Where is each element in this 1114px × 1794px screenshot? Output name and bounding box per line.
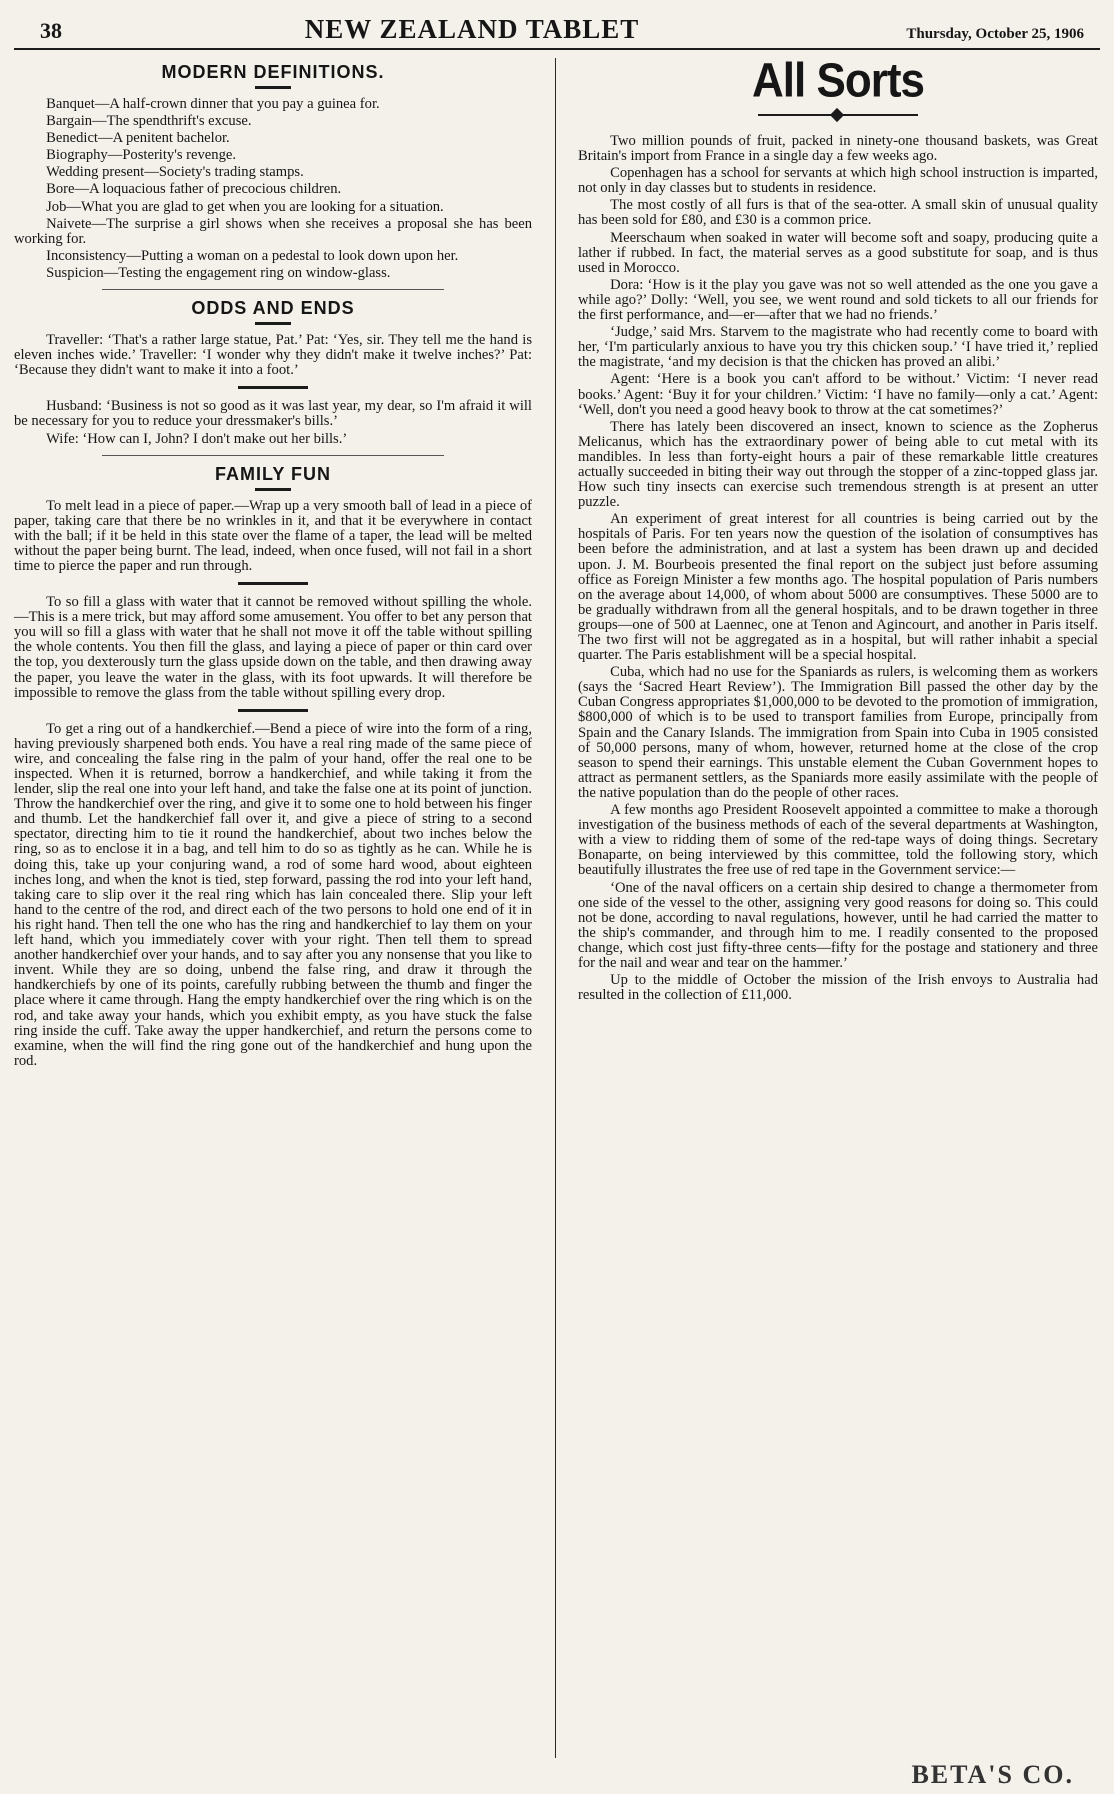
page-number: 38: [40, 18, 62, 43]
section-separator: [102, 289, 444, 290]
heading-dash: [255, 322, 291, 325]
all-sorts-paragraph: There has lately been discovered an insect, known to science as the Zopherus Melicanus, which has the extraordinary power of being able to cut metal with its mandibles. In less than forty-eight hours a pair of these remarkable little creatures actually succeeded in biting their way out through the stopper of a zinc-topped glass jar. How such tiny insects can exercise such tremendous strength is at present an utter puzzle.: [578, 418, 1098, 511]
ornament-rule: [758, 110, 918, 120]
right-column: [578, 53, 1098, 1005]
all-sorts-heading: All Sorts: [752, 53, 924, 108]
definition-item: Biography—Posterity's revenge.: [46, 147, 236, 164]
all-sorts-paragraph: Cuba, which had no use for the Spaniards as rulers, is welcoming them as workers (says the ‘Sacred Heart Review’). The Immigration Bill passed the other day by the Cuban Congress appropriates $1,000,000 to be devoted to the promotion of immigration, $800,000 of which is to be used to transport families from Europe, principally from Spain and the Canary Islands. The immigration from Spain into Cuba in 1905 consisted of 50,000 persons, many of whom, however, returned home at the close of the crop season to spend their earnings. This unstable element the Cuban Government hopes to attract as permanent settlers, as the Spaniards more easily assimilate with the people of the native population than do the people of other races.: [578, 664, 1098, 801]
all-sorts-paragraph: Two million pounds of fruit, packed in ninety-one thousand baskets, was Great Britain's import from France in a single day a few weeks ago.: [578, 133, 1098, 165]
heading-dash: [255, 488, 291, 491]
definitions-list: [14, 97, 532, 281]
definition-item: Naivete—The surprise a girl shows when she receives a proposal she has been working for.: [14, 215, 532, 247]
all-sorts-paragraph: The most costly of all furs is that of the sea-otter. A small skin of unusual quality has been sold for £80, and £30 is a common price.: [578, 197, 1098, 229]
all-sorts-paragraph: An experiment of great interest for all countries is being carried out by the hospitals of Paris. For ten years now the question of the isolation of consumptives has been before the administration, and at last a system has been drawn up and decided upon. J. M. Bourbeois presented the final report on the subject just before assuming office as Foreign Minister a few months ago. The hospital population of Paris numbers on the average about 14,000, of whom about 5000 are consumptives. These 5000 are to be gradually withdrawn from all the general hospitals, and to be drawn together in three groups—one of 500 at Laennec, one at Tenon and Agincourt, and another in Paris itself. The two first will not be aggregated as in a hospital, but will rather inhabit a special quarter. The Paris establishment will be a special hospital.: [578, 511, 1098, 664]
odds-paragraph: Husband: ‘Business is not so good as it was last year, my dear, so I'm afraid it will be necessary for you to reduce your dressmaker's bills.’: [14, 398, 532, 430]
definition-item: Inconsistency—Putting a woman on a pedestal to look down upon her.: [46, 247, 459, 264]
definition-item: Benedict—A penitent bachelor.: [46, 130, 230, 147]
all-sorts-paragraph: Dora: ‘How is it the play you gave was not so well attended as the one you gave a while ago?’ Dolly: ‘Well, you see, we went round and sold tickets to all our friends for the first performance, and—er—after that we had no friends.’: [578, 276, 1098, 324]
heading-dash: [255, 86, 291, 89]
paragraph-rule: [238, 386, 308, 389]
all-sorts-paragraph: Meerschaum when soaked in water will become soft and soapy, producing quite a lather if rubbed. In fact, the material serves as a good substitute for soap, and is thus used in Morocco.: [578, 229, 1098, 276]
definition-item: Suspicion—Testing the engagement ring on window-glass.: [46, 264, 391, 281]
family-fun-paragraph: To get a ring out of a handkerchief.—Bend a piece of wire into the form of a ring, having previously sharpened both ends. You have a real ring made of the same piece of wire, and concealing the false ring in the palm of your hand, offer the real one to be inspected. When it is returned, borrow a handkerchief, and while taking it from the lender, slip the real one into your left hand, and take the false one at its point of junction. Throw the handkerchief over the ring, and give it to some one to hold between his finger and thumb. Let the handkerchief fall over it, and give a piece of string to a second spectator, directing him to tie it round the handkerchief, about two inches below the ring, so as to enclose it in a bag, and tell him to do so as tightly as he can. While he is doing this, take up your conjuring wand, a rod of some hard wood, about eighteen inches long, and when the knot is tied, step forward, passing the rod into your left hand, taking care to slip over it the real ring which has lain concealed there. Slip your left hand to the centre of the rod, and direct each of the two persons to hold one end of it in his right hand. Then tell the one who has the ring and handkerchief to lay them on your left hand, which you immediately cover with your right. Then tell them to spread another handkerchief over your hands, and to say after you any nonsense that you like to invent. While they are so doing, unbend the false ring, and draw it through the handkerchiefs by one of its points, carefully rubbing between the thumb and finger the place where it came through. Hang the empty handkerchief over the ring which is on the rod, and take away your hands, which you exhibit empty, as you have stuck the false ring inside the cuff. Take away the upper handkerchief, and return the persons come to examine, when the will find the ring gone out of the handkerchief and hung upon the rod.: [14, 720, 532, 1069]
definition-item: Job—What you are glad to get when you are looking for a situation.: [46, 198, 444, 215]
paragraph-rule: [238, 709, 308, 712]
odds-paragraph: Traveller: ‘That's a rather large statue, Pat.’ Pat: ‘Yes, sir. They tell me the hand is eleven inches wide.’ Traveller: ‘I wonder why they didn't make it twelve inches?’ Pat: ‘Because they didn't want to make it into a foot.’: [14, 332, 532, 379]
family-fun-paragraph: To melt lead in a piece of paper.—Wrap up a very smooth ball of lead in a piece of paper, taking care that there be no wrinkles in it, and that it be everywhere in contact with the ball; if it be held in this state over the flame of a taper, the lead will be melted without the paper being burnt. The lead, indeed, when once fused, will not fail in a short time to pierce the paper and run through.: [14, 497, 532, 574]
all-sorts-paragraph: Copenhagen has a school for servants at which high school instruction is imparted, not only in day classes but to students in residence.: [578, 165, 1098, 197]
definition-item: Wedding present—Society's trading stamps.: [46, 164, 304, 181]
all-sorts-paragraph: Up to the middle of October the mission of the Irish envoys to Australia had resulted in the collection of £11,000.: [578, 972, 1098, 1004]
issue-date: Thursday, October 25, 1906: [906, 26, 1084, 42]
section-separator: [102, 455, 444, 456]
footer-marks: BETA'S CO.: [911, 1760, 1074, 1789]
all-sorts-paragraph: Agent: ‘Here is a book you can't afford to be without.’ Victim: ‘I never read books.’ Agent: ‘Buy it for your children.’ Victim: ‘I have no family—only a cat.’ Agent: ‘Well, don't you need a good heavy book to throw at the cat sometimes?’: [578, 371, 1098, 418]
masthead: [40, 14, 1084, 44]
definition-item: Banquet—A half-crown dinner that you pay a guinea for.: [46, 96, 380, 112]
page-footer: [200, 1760, 1074, 1790]
paragraph-rule: [238, 582, 308, 585]
definition-item: Bargain—The spendthrift's excuse.: [46, 113, 252, 130]
all-sorts-paragraph: ‘One of the naval officers on a certain ship desired to change a thermometer from one side of the vessel to the other, assigning very good reasons for doing so. This could not be done, according to naval regulations, however, until he had carried the matter to the ship's commander, and through him to me. I readily consented to the proposed change, which cost just fifty-three cents—fifty for the postage and stationery and three for the nail and wear and tear on the hammer.’: [578, 879, 1098, 971]
diamond-ornament-icon: [830, 108, 844, 122]
left-column: [14, 56, 532, 1071]
modern-definitions-heading: MODERN DEFINITIONS.: [161, 62, 385, 82]
all-sorts-paragraph: ‘Judge,’ said Mrs. Starvem to the magistrate who had recently come to board with her, ‘I'm particularly anxious to have you try this chicken soup.’ ‘I have tried it,’ replied the magistrate, ‘and my decision is that the chicken has proved an alibi.’: [578, 324, 1098, 371]
paper-title: NEW ZEALAND TABLET: [304, 14, 640, 44]
family-fun-paragraph: To so fill a glass with water that it cannot be removed without spilling the whole.—This is a mere trick, but may afford some amusement. You offer to bet any person that you will so fill a glass with water that he shall not move it off the table without spilling the whole contents. You then fill the glass, and laying a piece of paper or thin card over the top, you dexterously turn the glass upside down on the table, and then drawing away the paper, you leave the water in the glass, with its foot upwards. It will therefore be impossible to remove the glass from the table without spilling every drop.: [14, 594, 532, 701]
odds-and-ends-heading: ODDS AND ENDS: [191, 298, 355, 319]
masthead-rule: [14, 48, 1100, 50]
family-fun-heading: FAMILY FUN: [214, 463, 331, 484]
all-sorts-paragraph: A few months ago President Roosevelt appointed a committee to make a thorough investigation of the business methods of each of the several departments at Washington, with a view to ridding them of some of the red-tape ways of doing things. Secretary Bonaparte, on being interviewed by this committee, told the following story, which beautifully illustrates the free use of red tape in the Government service:—: [578, 802, 1098, 879]
odds-paragraph: Wife: ‘How can I, John? I don't make out her bills.’: [46, 430, 348, 447]
column-rule: [555, 58, 556, 1758]
definition-item: Bore—A loquacious father of precocious children.: [46, 181, 342, 198]
